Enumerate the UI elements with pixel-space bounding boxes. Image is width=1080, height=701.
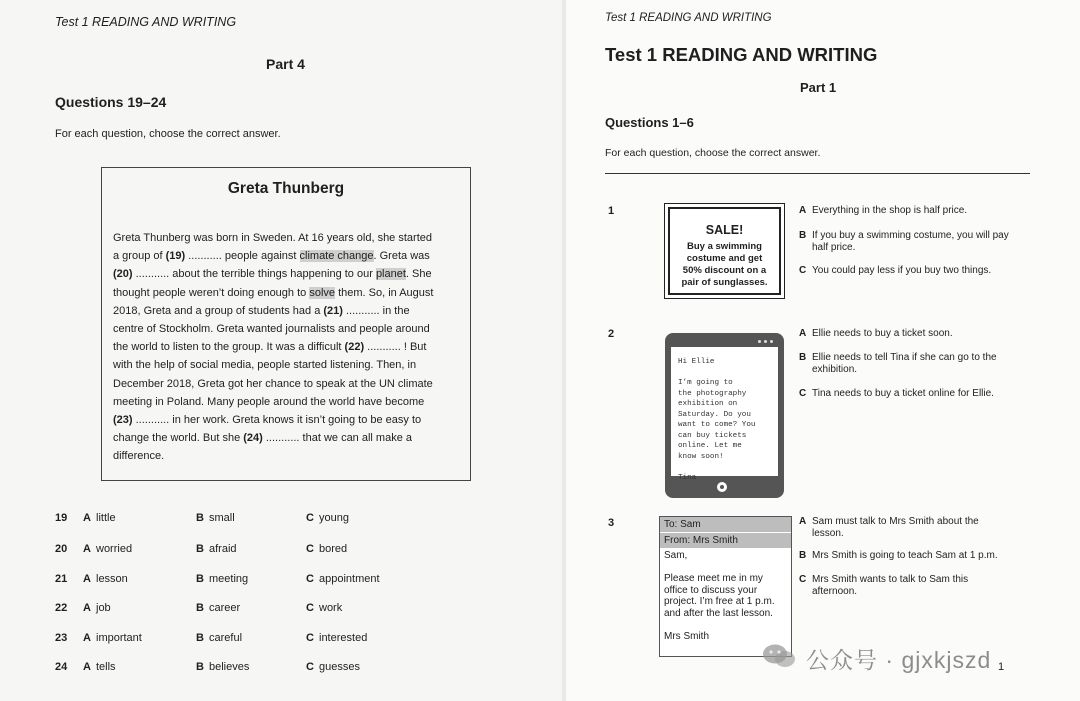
option-letter-c: C [306,661,314,673]
passage-line [113,323,430,335]
answer-number: 21 [55,573,68,585]
passage-text: ........... about the terrible things happening to our [132,268,376,281]
left-instruction: For each question, choose the correct answer. [55,128,281,140]
passage-text: a group of [113,250,166,263]
option-letter-a: A [83,573,91,585]
option-b: meeting [209,573,249,585]
sms-line: online. Let me [678,442,742,450]
gap-number: (20) [113,268,133,281]
passage-line [113,432,412,444]
sms-line: I’m going to [678,379,733,387]
wechat-icon [762,643,796,669]
note-from: From: Mrs Smith [660,533,791,548]
sms-line: know soon! [678,452,724,461]
passage-line [113,287,433,299]
left-header: Test 1 READING AND WRITING [55,15,237,29]
passage-line [113,305,410,317]
option-letter-b: B [799,352,807,363]
right-header: Test 1 READING AND WRITING [605,12,772,24]
note-line: Mrs Smith [664,630,709,642]
option-letter-a: A [83,512,91,524]
gap-number: (19) [165,250,186,263]
passage-text: December 2018, Greta got her chance to speak at the UN climate [113,377,433,390]
passage-text: ........... people against [185,250,300,263]
passage-text: difference. [113,450,165,463]
option-a: tells [96,661,116,673]
option-c: appointment [319,573,380,585]
passage-text: meeting in Poland. Many people around the world have become [113,395,425,408]
option-letter-b: B [799,230,807,241]
option-b: career [209,602,241,614]
option-a: little [96,512,116,524]
option-line: Ellie needs to tell Tina if she can go to the [812,352,997,363]
option-letter-c: C [306,543,314,555]
option-a [812,516,979,540]
passage-text: . She [405,268,432,281]
option-letter-b: B [799,550,807,561]
option-c: bored [319,543,348,555]
option-letter-c: C [306,573,314,585]
passage-text: ........... that we can all make a [262,432,412,445]
gap-number: (24) [243,432,263,445]
option-letter-c: C [799,265,807,276]
passage-text: 2018, Greta and a group of students had a [113,304,324,317]
answer-number: 24 [55,661,68,673]
passage-text: ........... in the [342,304,410,317]
option-letter-b: B [196,661,204,673]
left-part-title: Part 4 [266,56,305,72]
sale-sign [664,203,785,299]
watermark-text: 公众号 · gjxkjszd [806,647,992,673]
phone-screen [671,347,778,482]
note-line: Sam, [664,550,688,561]
note-to: To: Sam [660,517,791,532]
option-letter-b: B [196,632,204,644]
sms-line: Saturday. Do you [678,410,751,419]
phone-home-button [717,482,727,492]
option-letter-b: B [196,543,204,555]
gap-number: (22) [344,341,365,354]
passage-line [113,250,430,262]
option-line: Ellie needs to buy a ticket soon. [812,328,953,339]
option-letter-a: A [799,328,807,339]
passage-line [113,359,416,371]
option-b [812,230,1009,254]
passage-box [101,167,471,481]
option-line: Sam must talk to Mrs Smith about the [812,516,979,527]
passage-text: . Greta was [373,250,430,263]
answer-number: 22 [55,602,68,614]
option-b: believes [209,661,250,673]
option-line: Everything in the shop is half price. [812,205,968,216]
question-number-2: 2 [608,328,615,340]
sale-line: pair of sunglasses. [681,277,768,288]
option-line: Mrs Smith is going to teach Sam at 1 p.m. [812,550,998,561]
sale-line: costume and get [686,253,763,264]
option-letter-b: B [196,602,204,614]
passage-text: ........... in her work. Greta knows it isn’t going to be easy to [132,414,422,426]
option-c [812,265,991,277]
option-letter-a: A [799,205,807,216]
option-letter-b: B [196,512,204,524]
passage-line [113,450,164,462]
sale-title: SALE! [705,223,744,237]
passage-text: ........... ! But [364,341,427,354]
option-c: guesses [319,661,360,673]
gap-number: (23) [113,414,133,426]
option-line: afternoon. [812,586,858,597]
passage-line [113,378,433,390]
note-line: Please meet me in my [664,573,763,584]
right-part-title: Part 1 [800,80,837,95]
sms-line: exhibition on [678,400,738,408]
passage-text: them. So, in August [335,286,434,299]
option-a [812,328,953,340]
sms-line: can buy tickets [678,431,747,440]
sms-line: Hi Ellie [678,358,715,366]
option-b: careful [209,632,243,644]
option-letter-c: C [799,574,807,585]
option-a: important [96,632,142,644]
option-letter-a: A [83,543,91,555]
option-c: interested [319,632,368,644]
passage-title: Greta Thunberg [227,180,345,197]
passage-text: thought people weren’t doing enough to [113,286,310,299]
option-c [812,388,994,400]
question-number-1: 1 [608,205,615,217]
option-letter-c: C [306,632,314,644]
answer-number: 20 [55,543,68,555]
option-b [812,352,997,376]
passage-text: Greta Thunberg was born in Sweden. At 16 years old, she started [113,232,432,244]
gap-number: (21) [323,304,343,317]
phone-message [665,333,784,498]
note-line: office to discuss your [664,584,758,596]
sms-line: the photography [678,389,747,398]
sms-line: Tina [678,473,697,482]
passage-line [113,268,432,280]
option-letter-a: A [799,516,807,527]
option-a: job [96,602,111,614]
option-line: Tina needs to buy a ticket online for Ellie. [812,388,994,399]
passage-text: with the help of social media, people started listening. Then, in [113,359,417,372]
passage-text: change the world. But she [113,432,244,445]
sale-line: 50% discount on a [682,265,767,276]
option-line: lesson. [812,528,844,539]
question-number-3: 3 [608,517,615,529]
option-a [812,205,967,217]
passage-line [113,341,426,353]
option-letter-c: C [306,512,314,524]
option-b: small [209,512,235,524]
right-questions-title: Questions 1–6 [605,115,694,130]
highlighted-word: planet [375,268,406,281]
option-line: half price. [812,242,856,253]
option-a: worried [96,543,133,555]
option-b [812,550,998,562]
left-questions-title: Questions 19–24 [55,94,167,110]
answer-number: 23 [55,632,68,644]
option-a: lesson [96,573,128,585]
passage-text: the world to listen to the group. It was a difficult [113,341,345,354]
page-number: 1 [998,661,1005,673]
option-line: If you buy a swimming costume, you will pay [812,230,1009,241]
phone-dot [764,340,767,343]
highlighted-word: solve [309,286,336,299]
option-letter-a: A [83,602,91,614]
answer-number: 19 [55,512,68,524]
passage-line [113,232,432,244]
right-page-title: Test 1 READING AND WRITING [605,44,878,65]
highlighted-word: climate change [299,250,374,263]
option-letter-c: C [306,602,314,614]
option-letter-a: A [83,661,91,673]
option-letter-b: B [196,573,204,585]
option-c: work [319,602,343,614]
passage-text: centre of Stockholm. Greta wanted journalists and people around [113,323,430,335]
divider [605,173,1030,174]
phone-dot [758,340,761,343]
right-instruction: For each question, choose the correct answer. [605,147,821,159]
phone-dot [770,340,773,343]
passage-line [113,414,421,426]
option-c: young [319,512,349,524]
option-b: afraid [209,543,237,555]
note-line: project. I’m free at 1 p.m. [664,596,775,607]
option-letter-a: A [83,632,91,644]
option-c [812,574,968,598]
option-line: exhibition. [812,364,858,375]
note-line: and after the last lesson. [664,607,773,619]
option-line: You could pay less if you buy two things. [812,265,992,276]
option-line: Mrs Smith wants to talk to Sam this [812,574,969,585]
sms-line: want to come? You [678,421,756,429]
sale-line: Buy a swimming [687,241,762,252]
passage-line [113,396,424,408]
note-card [659,516,792,657]
option-letter-c: C [799,388,807,399]
